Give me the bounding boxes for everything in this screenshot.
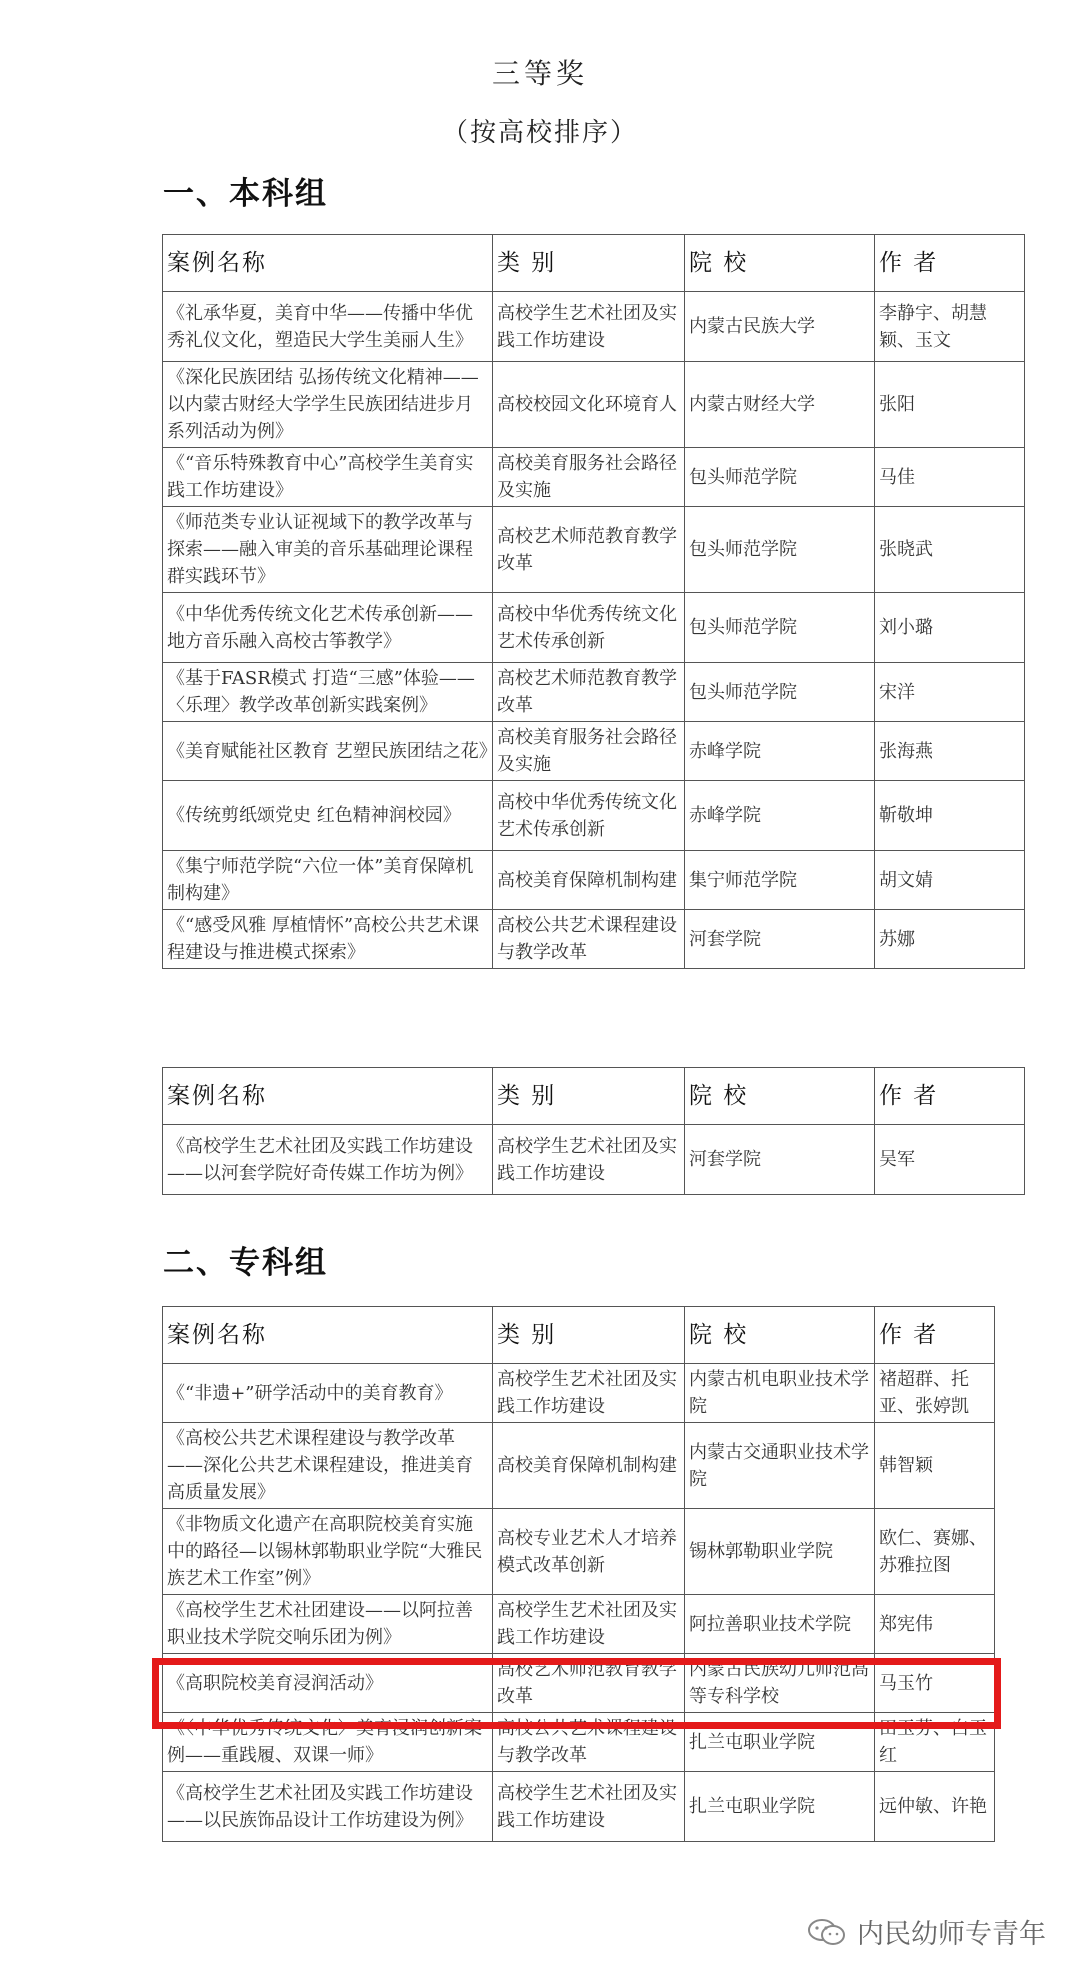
cell-school: 河套学院 — [685, 1125, 875, 1195]
cell-case-name: 《“感受风雅 厚植情怀”高校公共艺术课程建设与推进模式探索》 — [163, 910, 493, 969]
header-case-name: 案例名称 — [163, 235, 493, 292]
header-author: 作 者 — [875, 1068, 1025, 1125]
cell-case-name: 《深化民族团结 弘扬传统文化精神——以内蒙古财经大学学生民族团结进步月系列活动为例》 — [163, 362, 493, 448]
table-row — [163, 1509, 995, 1595]
cell-category: 高校艺术师范教育教学改革 — [493, 507, 685, 593]
table-row — [163, 1595, 995, 1654]
cell-school: 包头师范学院 — [685, 507, 875, 593]
table-row — [163, 448, 1025, 507]
cell-case-name: 《美育赋能社区教育 艺塑民族团结之花》 — [163, 722, 493, 781]
header-author: 作 者 — [875, 235, 1025, 292]
cell-category: 高校学生艺术社团及实践工作坊建设 — [493, 1595, 685, 1654]
watermark — [807, 1912, 1046, 1951]
table-row — [163, 1423, 995, 1509]
cell-author: 靳敬坤 — [875, 781, 1025, 851]
cell-school: 集宁师范学院 — [685, 851, 875, 910]
cell-case-name: 《高校学生艺术社团及实践工作坊建设——以河套学院好奇传媒工作坊为例》 — [163, 1125, 493, 1195]
cell-school: 阿拉善职业技术学院 — [685, 1595, 875, 1654]
cell-case-name: 《基于FASR模式 打造“三感”体验——〈乐理〉教学改革创新实践案例》 — [163, 663, 493, 722]
table-row — [163, 910, 1025, 969]
cell-author: 远仲敏、许艳 — [875, 1772, 995, 1842]
cell-author: 张阳 — [875, 362, 1025, 448]
cell-author: 胡文婧 — [875, 851, 1025, 910]
table-header-row — [163, 1307, 995, 1364]
cell-category: 高校美育保障机制构建 — [493, 851, 685, 910]
table-row — [163, 1364, 995, 1423]
cell-author: 郑宪伟 — [875, 1595, 995, 1654]
table-row — [163, 593, 1025, 663]
header-school: 院 校 — [685, 1307, 875, 1364]
table-header-row — [163, 235, 1025, 292]
undergrad-table — [162, 234, 1025, 969]
cell-case-name: 《师范类专业认证视域下的教学改革与探索——融入审美的音乐基础理论课程群实践环节》 — [163, 507, 493, 593]
cell-author: 韩智颖 — [875, 1423, 995, 1509]
cell-category: 高校美育保障机制构建 — [493, 1423, 685, 1509]
cell-category: 高校中华优秀传统文化艺术传承创新 — [493, 781, 685, 851]
header-school: 院 校 — [685, 1068, 875, 1125]
cell-case-name: 《中华优秀传统文化艺术传承创新——地方音乐融入高校古筝教学》 — [163, 593, 493, 663]
cell-case-name: 《〈中华优秀传统文化〉美育浸润创新案例——重践履、双课一师》 — [163, 1713, 493, 1772]
header-category: 类 别 — [493, 1068, 685, 1125]
table-row — [163, 851, 1025, 910]
table-header-row — [163, 1068, 1025, 1125]
cell-category: 高校公共艺术课程建设与教学改革 — [493, 1713, 685, 1772]
cell-school: 内蒙古民族幼儿师范高等专科学校 — [685, 1654, 875, 1713]
cell-author: 吴军 — [875, 1125, 1025, 1195]
header-school: 院 校 — [685, 235, 875, 292]
cell-category: 高校艺术师范教育教学改革 — [493, 663, 685, 722]
page-subtitle: （按高校排序） — [441, 118, 638, 148]
cell-category: 高校美育服务社会路径及实施 — [493, 448, 685, 507]
table-row — [163, 292, 1025, 362]
cell-category: 高校学生艺术社团及实践工作坊建设 — [493, 1364, 685, 1423]
cell-school: 内蒙古民族大学 — [685, 292, 875, 362]
cell-author: 褚超群、托亚、张婷凯 — [875, 1364, 995, 1423]
cell-case-name: 《非物质文化遗产在高职院校美育实施中的路径—以锡林郭勒职业学院“大雅民族艺术工作室”例》 — [163, 1509, 493, 1595]
table-row — [163, 362, 1025, 448]
cell-case-name: 《传统剪纸颂党史 红色精神润校园》 — [163, 781, 493, 851]
table-row — [163, 663, 1025, 722]
cell-category: 高校学生艺术社团及实践工作坊建设 — [493, 292, 685, 362]
cell-author: 李静宇、胡慧颖、玉文 — [875, 292, 1025, 362]
cell-author: 张海燕 — [875, 722, 1025, 781]
undergrad-table-continued — [162, 1067, 1025, 1195]
cell-school: 内蒙古交通职业技术学院 — [685, 1423, 875, 1509]
highlight-box — [152, 1658, 1001, 1729]
header-author: 作 者 — [875, 1307, 995, 1364]
cell-author: 马玉竹 — [875, 1654, 995, 1713]
cell-school: 包头师范学院 — [685, 593, 875, 663]
cell-category: 高校学生艺术社团及实践工作坊建设 — [493, 1772, 685, 1842]
cell-author: 刘小璐 — [875, 593, 1025, 663]
cell-case-name: 《高职院校美育浸润活动》 — [163, 1654, 493, 1713]
cell-author: 宋洋 — [875, 663, 1025, 722]
cell-school: 赤峰学院 — [685, 722, 875, 781]
cell-category: 高校公共艺术课程建设与教学改革 — [493, 910, 685, 969]
watermark-text: 内民幼师专青年 — [857, 1919, 1046, 1950]
cell-school: 包头师范学院 — [685, 448, 875, 507]
cell-school: 扎兰屯职业学院 — [685, 1772, 875, 1842]
cell-case-name: 《“音乐特殊教育中心”高校学生美育实践工作坊建设》 — [163, 448, 493, 507]
wechat-icon — [807, 1917, 847, 1947]
cell-school: 河套学院 — [685, 910, 875, 969]
cell-school: 内蒙古财经大学 — [685, 362, 875, 448]
cell-author: 苏娜 — [875, 910, 1025, 969]
cell-category: 高校中华优秀传统文化艺术传承创新 — [493, 593, 685, 663]
cell-category: 高校校园文化环境育人 — [493, 362, 685, 448]
table-row — [163, 781, 1025, 851]
header-case-name: 案例名称 — [163, 1307, 493, 1364]
table-row — [163, 722, 1025, 781]
cell-school: 赤峰学院 — [685, 781, 875, 851]
cell-school: 内蒙古机电职业技术学院 — [685, 1364, 875, 1423]
cell-category: 高校美育服务社会路径及实施 — [493, 722, 685, 781]
cell-case-name: 《“非遗+”研学活动中的美育教育》 — [163, 1364, 493, 1423]
section-heading-vocational: 二、专科组 — [163, 1245, 328, 1281]
cell-category: 高校艺术师范教育教学改革 — [493, 1654, 685, 1713]
table-row — [163, 1125, 1025, 1195]
table-row — [163, 507, 1025, 593]
header-category: 类 别 — [493, 1307, 685, 1364]
header-category: 类 别 — [493, 235, 685, 292]
cell-author: 欧仁、赛娜、苏雅拉图 — [875, 1509, 995, 1595]
cell-case-name: 《高校学生艺术社团及实践工作坊建设——以民族饰品设计工作坊建设为例》 — [163, 1772, 493, 1842]
section-heading-undergrad: 一、本科组 — [163, 176, 328, 212]
cell-category: 高校学生艺术社团及实践工作坊建设 — [493, 1125, 685, 1195]
cell-author: 马佳 — [875, 448, 1025, 507]
cell-case-name: 《高校公共艺术课程建设与教学改革——深化公共艺术课程建设，推进美育高质量发展》 — [163, 1423, 493, 1509]
cell-case-name: 《高校学生艺术社团建设——以阿拉善职业技术学院交响乐团为例》 — [163, 1595, 493, 1654]
cell-case-name: 《集宁师范学院“六位一体”美育保障机制构建》 — [163, 851, 493, 910]
cell-author: 张晓武 — [875, 507, 1025, 593]
header-case-name: 案例名称 — [163, 1068, 493, 1125]
table-row — [163, 1772, 995, 1842]
cell-school: 锡林郭勒职业学院 — [685, 1509, 875, 1595]
cell-author: 田玉芬、白玉红 — [875, 1713, 995, 1772]
cell-school: 包头师范学院 — [685, 663, 875, 722]
cell-category: 高校专业艺术人才培养模式改革创新 — [493, 1509, 685, 1595]
page-title: 三等奖 — [491, 57, 588, 90]
cell-school: 扎兰屯职业学院 — [685, 1713, 875, 1772]
vocational-table — [162, 1306, 995, 1842]
cell-case-name: 《礼承华夏，美育中华——传播中华优秀礼仪文化，塑造民大学生美丽人生》 — [163, 292, 493, 362]
